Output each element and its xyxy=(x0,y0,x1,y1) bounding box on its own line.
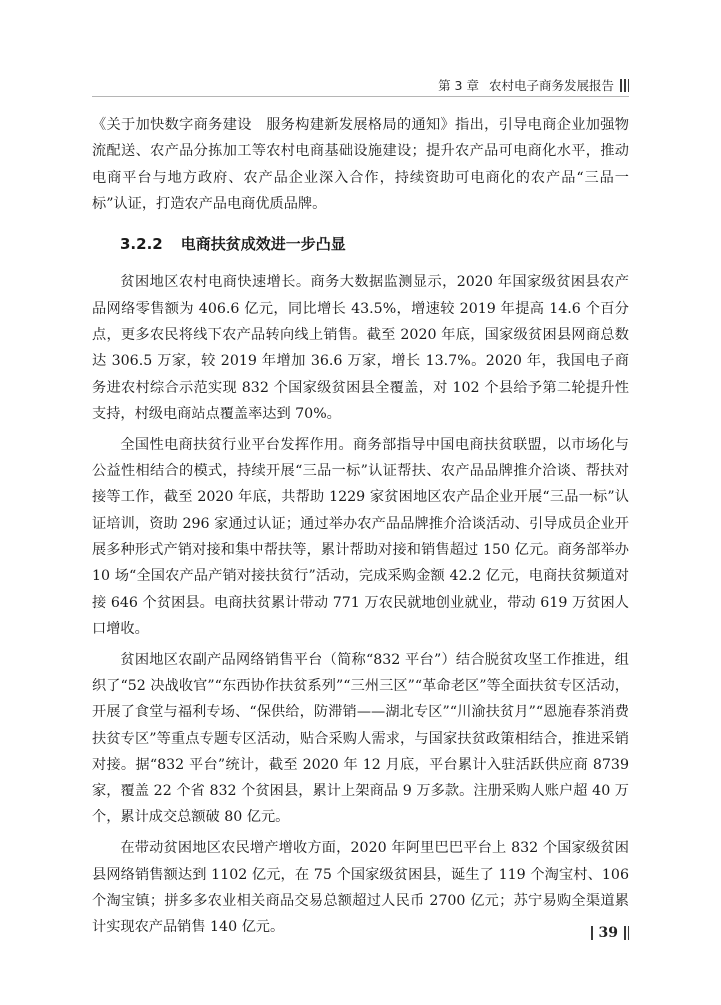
section-heading xyxy=(92,231,629,257)
paragraph-continued: 《关于加快数字商务建设 服务构建新发展格局的通知》指出，引导电商企业加强物流配送、农产品分拣加工等农村电商基础设施建设；提升农产品可电商化水平，推动电商平台与地方政府、农产品企业深入合作，持续资助可电商化的农产品“三品一标”认证，打造农产品电商优质品牌。 xyxy=(92,117,629,212)
section-title: 电商扶贫成效进一步凸显 xyxy=(180,235,346,254)
section-number: 3.2.2 xyxy=(120,235,163,254)
chapter-title: 农村电子商务发展报告 xyxy=(488,78,614,93)
footer-left-bar-icon xyxy=(591,926,593,940)
page-footer xyxy=(591,925,629,941)
body-text xyxy=(92,112,629,945)
running-header xyxy=(438,76,629,94)
paragraph: 在带动贫困地区农民增产增收方面，2020 年阿里巴巴平台上 832 个国家级贫困县网络销售额达到 1102 亿元，在 75 个国家级贫困县，诞生了 119 个淘宝村、106 个淘宝镇；拼多多农业相关商品交易总额超过人民币 2700 亿元；苏宁易购全渠道累计实现农产品销售 140 亿元。 xyxy=(92,840,629,936)
chapter-label: 第 3 章 xyxy=(438,78,479,93)
footer-ornament-icon xyxy=(624,926,629,940)
paragraph: 贫困地区农村电商快速增长。商务大数据监测显示，2020 年国家级贫困县农产品网络零售额为 406.6 亿元，同比增长 43.5%，增速较 2019 年提高 14.6 个百分点，更多农民将线下农产品转向线上销售。截至 2020 年底，国家级贫困县网商总数达 306.5 万家，较 2019 年增加 36.6 万家，增长 13.7%。2020 年，我国电子商务进农村综合示范实现 832 个国家级贫困县全覆盖，对 102 个县给予第二轮提升性支持，村级电商站点覆盖率达到 70%。 xyxy=(92,274,629,422)
page-number: 39 xyxy=(598,925,618,941)
header-rule xyxy=(92,96,629,97)
paragraph: 全国性电商扶贫行业平台发挥作用。商务部指导中国电商扶贫联盟，以市场化与公益性相结合的模式，持续开展“三品一标”认证帮扶、农产品品牌推介洽谈、帮扶对接等工作，截至 2020 年底，共帮助 1229 家贫困地区农产品企业开展“三品一标”认证培训，资助 296 家通过认证；通过举办农产品品牌推介洽谈活动、引导成员企业开展多种形式产销对接和集中帮扶等，累计帮助对接和销售超过 150 亿元。商务部举办 10 场“全国农产品产销对接扶贫行”活动，完成采购金额 42.2 亿元，电商扶贫频道对接 646 个贫困县。电商扶贫累计带动 771 万农民就地创业就业，带动 619 万贫困人口增收。 xyxy=(92,436,629,637)
paragraph: 贫困地区农副产品网络销售平台（简称“832 平台”）结合脱贫攻坚工作推进，组织了“52 决战收官”“东西协作扶贫系列”“三州三区”“革命老区”等全面扶贫专区活动，开展了食堂与福利专场、“保供给，防滞销——湖北专区”“川渝扶贫月”“恩施春茶消费扶贫专区”等重点专题专区活动，贴合采购人需求，与国家扶贫政策相结合，推进采销对接。据“832 平台”统计，截至 2020 年 12 月底，平台累计入驻活跃供应商 8739 家，覆盖 22 个省 832 个贫困县，累计上架商品 9 万多款。注册采购人账户超 40 万个，累计成交总额破 80 亿元。 xyxy=(92,651,629,826)
header-ornament-icon xyxy=(620,79,629,92)
